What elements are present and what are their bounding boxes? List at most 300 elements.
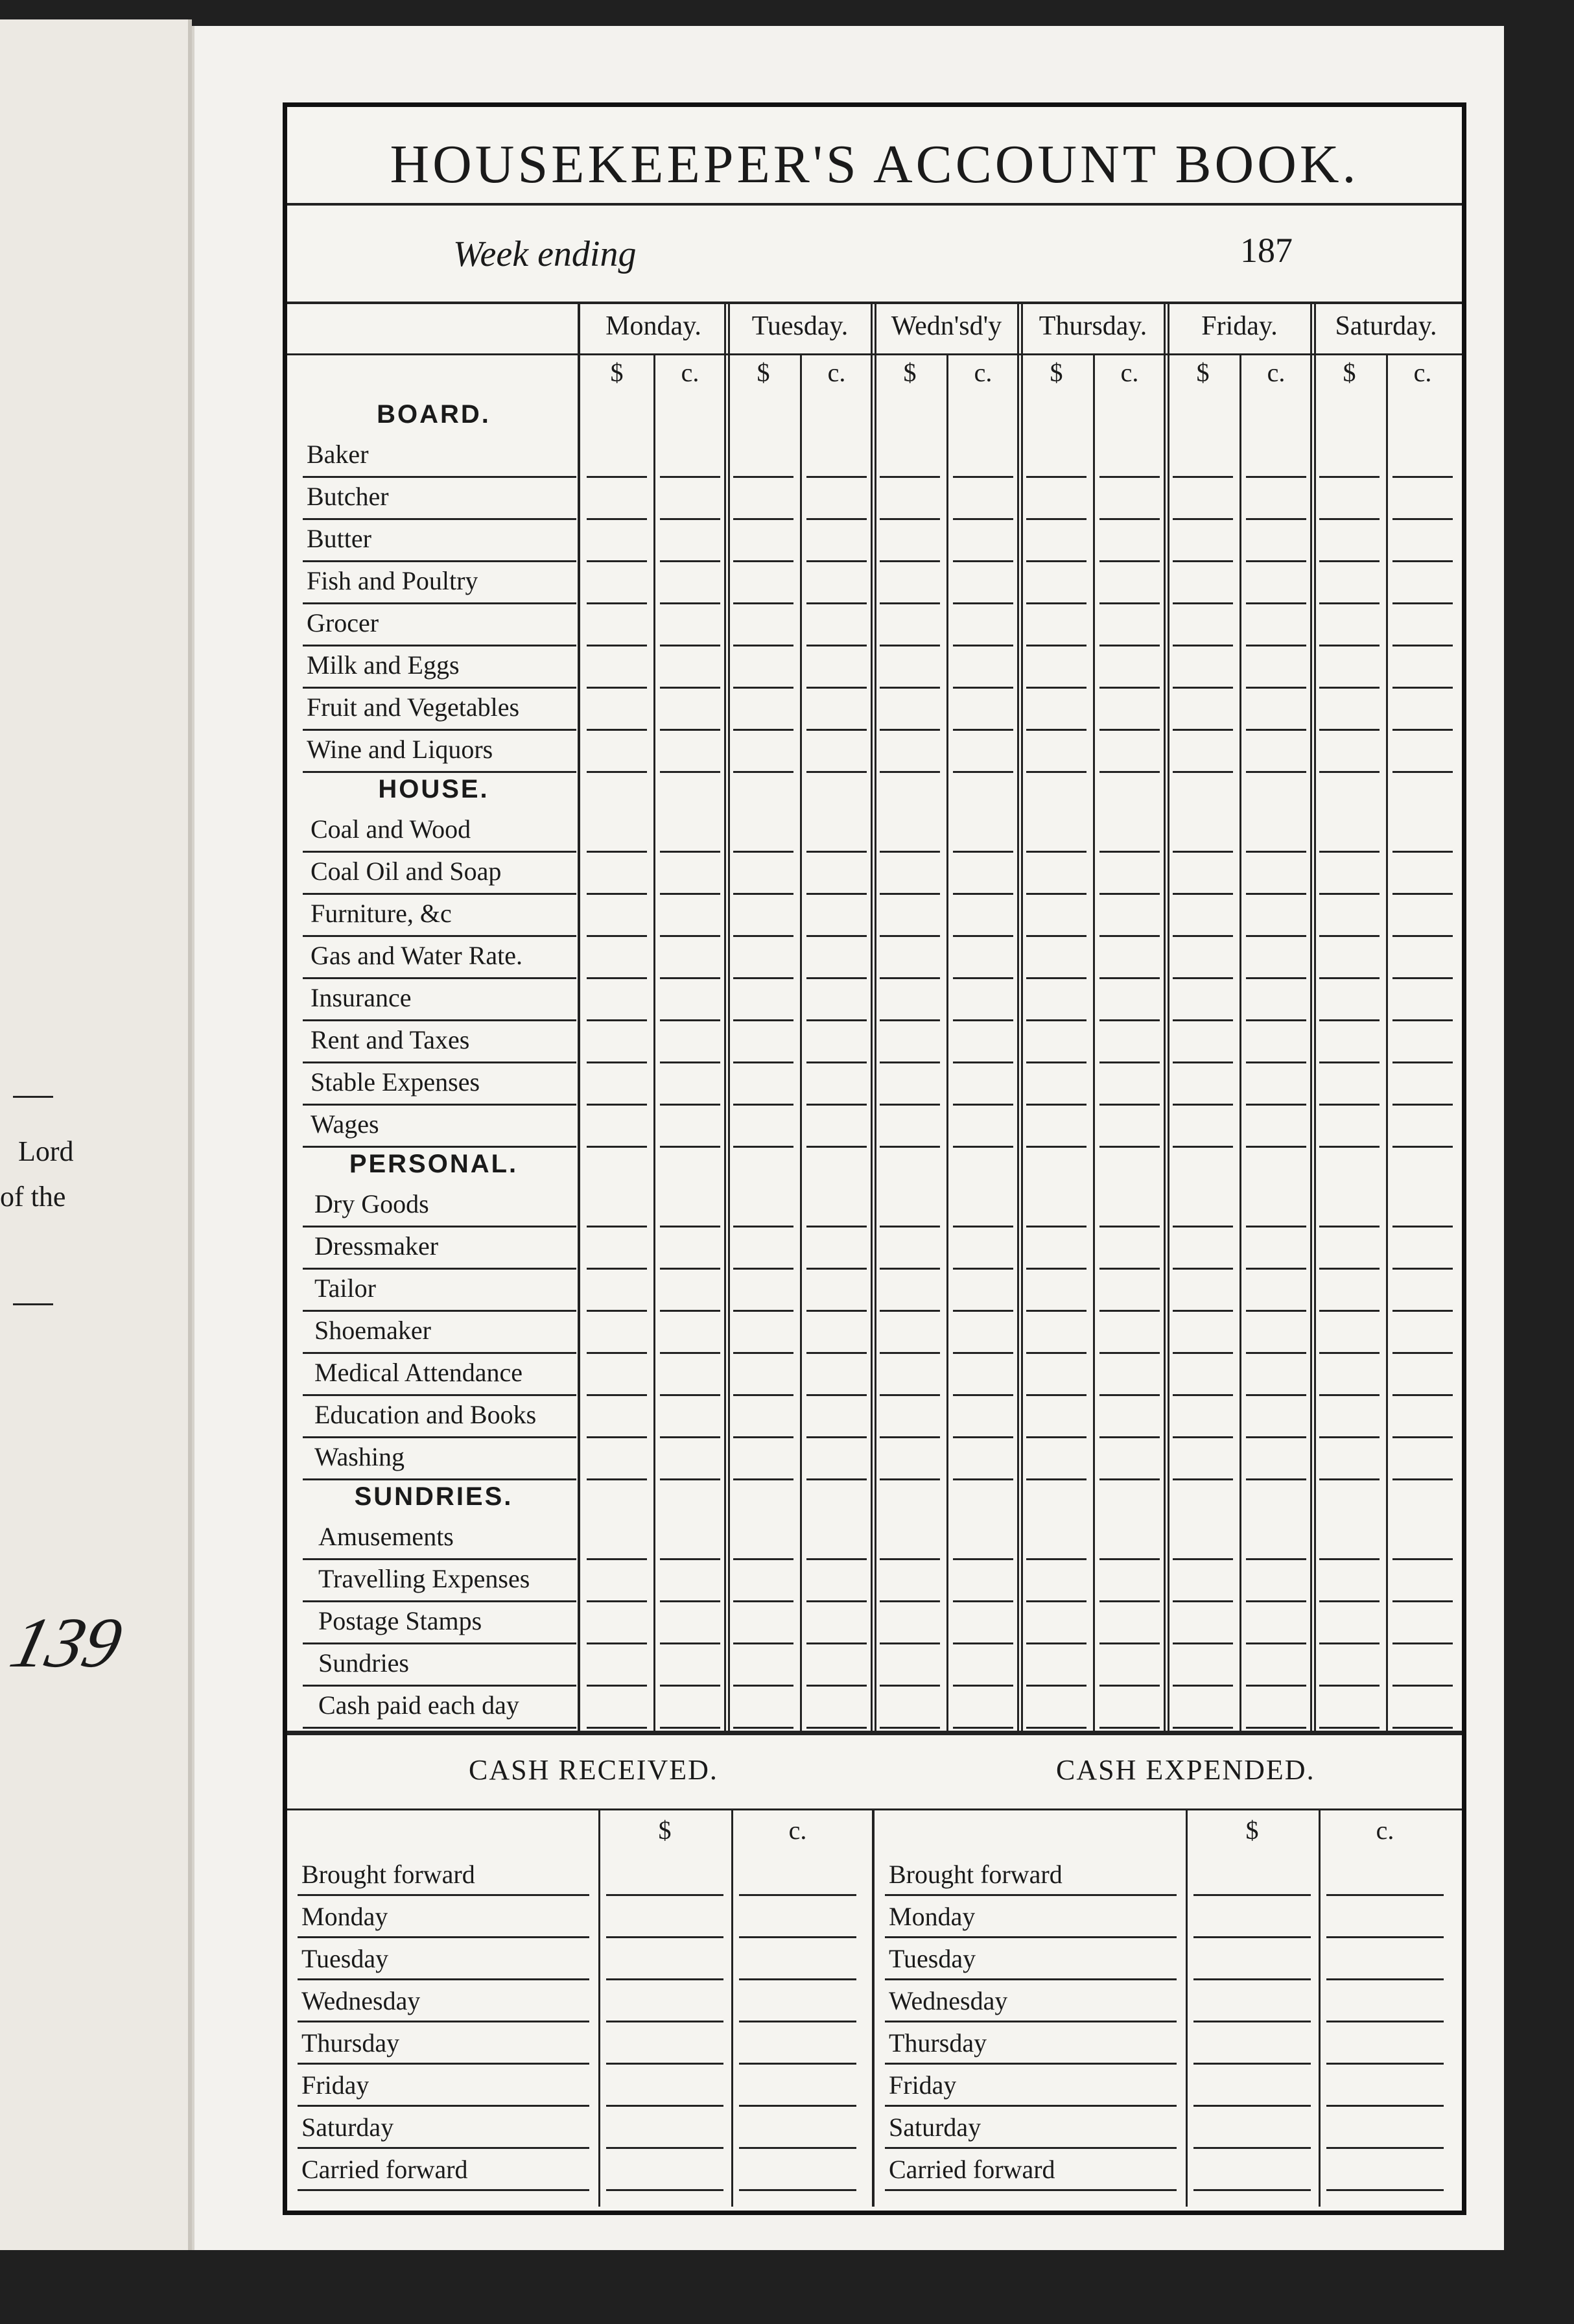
amount-row-rule [733, 1061, 793, 1063]
amount-row-rule [1026, 1226, 1087, 1227]
cents-header: c. [1267, 358, 1286, 387]
label-row-rule [303, 977, 576, 979]
amount-row-rule [1246, 560, 1306, 562]
amount-row-rule [1246, 1727, 1306, 1729]
cash-divider [872, 1808, 875, 2207]
amount-row-rule [587, 1352, 647, 1354]
cash-row-rule [606, 2189, 723, 2191]
amount-row-rule [1319, 729, 1380, 731]
amount-row-rule [1319, 1104, 1380, 1106]
amount-row-rule [806, 729, 867, 731]
cash-row-rule [1326, 2147, 1444, 2149]
amount-row-rule [953, 1558, 1013, 1560]
amount-row-rule [733, 1436, 793, 1438]
amount-row-rule [953, 1268, 1013, 1270]
amount-row-rule [1026, 977, 1087, 979]
amount-row-rule [953, 645, 1013, 646]
cash-row-rule [1326, 1936, 1444, 1938]
cash-row-rule [885, 2189, 1177, 2191]
day-column-rule [1314, 302, 1316, 1731]
amount-row-rule [1246, 1685, 1306, 1687]
cash-row-label: Tuesday [301, 1944, 389, 1973]
handwritten-page-number: 139 [3, 1603, 130, 1682]
label-row-rule [303, 602, 576, 604]
cash-row-rule [1193, 2021, 1311, 2022]
amount-row-rule [1026, 1600, 1087, 1602]
cents-header: c. [1120, 358, 1139, 387]
amount-row-rule [1319, 1478, 1380, 1480]
dollar-header: $ [903, 358, 917, 387]
amount-row-rule [587, 1310, 647, 1312]
amount-row-rule [1392, 893, 1453, 895]
amount-row-rule [880, 771, 940, 773]
expense-item-label: Insurance [311, 983, 412, 1012]
amount-row-rule [1173, 893, 1233, 895]
expense-item-label: Tailor [314, 1274, 376, 1303]
amount-row-rule [587, 476, 647, 478]
amount-row-rule [587, 729, 647, 731]
amount-row-rule [880, 935, 940, 937]
cash-row-label: Friday [889, 2070, 957, 2100]
amount-row-rule [1173, 935, 1233, 937]
amount-row-rule [587, 1104, 647, 1106]
amount-row-rule [953, 1478, 1013, 1480]
cash-row-rule [739, 1978, 856, 1980]
amount-row-rule [1319, 645, 1380, 646]
cash-dollar-header: $ [658, 1816, 672, 1845]
amount-row-rule [880, 1727, 940, 1729]
day-column-rule [1021, 302, 1023, 1731]
day-header-0: Monday. [605, 311, 701, 341]
cash-received-title: CASH RECEIVED. [469, 1754, 718, 1786]
amount-row-rule [1392, 1019, 1453, 1021]
amount-row-rule [1099, 977, 1160, 979]
amount-row-rule [1099, 1558, 1160, 1560]
amount-row-rule [733, 893, 793, 895]
cash-row-rule [298, 2105, 589, 2107]
amount-row-rule [660, 518, 720, 520]
amount-row-rule [1392, 1642, 1453, 1644]
expense-item-label: Fish and Poultry [307, 566, 478, 595]
cash-row-label: Monday [889, 1902, 976, 1931]
amount-row-rule [1026, 1727, 1087, 1729]
expense-item-label: Postage Stamps [318, 1606, 482, 1635]
amount-row-rule [806, 1478, 867, 1480]
amount-row-rule [733, 1394, 793, 1396]
day-column-rule [1164, 302, 1166, 1731]
amount-row-rule [806, 893, 867, 895]
cash-cents-header: c. [788, 1816, 807, 1845]
amount-row-rule [1173, 1478, 1233, 1480]
amount-row-rule [1319, 1310, 1380, 1312]
cents-column-rule [946, 353, 948, 1731]
cash-title-rule [287, 1808, 1462, 1810]
amount-row-rule [660, 602, 720, 604]
amount-row-rule [660, 1352, 720, 1354]
cash-row-label: Carried forward [889, 2155, 1055, 2184]
amount-row-rule [1392, 1310, 1453, 1312]
cash-expended-title: CASH EXPENDED. [1056, 1754, 1315, 1786]
amount-row-rule [880, 1104, 940, 1106]
amount-row-rule [953, 1394, 1013, 1396]
cash-row-rule [1193, 1936, 1311, 1938]
amount-row-rule [953, 518, 1013, 520]
amount-row-rule [880, 518, 940, 520]
amount-row-rule [1173, 645, 1233, 646]
cash-column-rule [1186, 1808, 1188, 2207]
amount-row-rule [1319, 687, 1380, 689]
amount-row-rule [1173, 1558, 1233, 1560]
amount-row-rule [1173, 851, 1233, 853]
amount-row-rule [1246, 476, 1306, 478]
amount-row-rule [1099, 1268, 1160, 1270]
cash-row-rule [1193, 1894, 1311, 1896]
amount-row-rule [880, 1061, 940, 1063]
expense-item-label: Butcher [307, 482, 389, 511]
amount-row-rule [1392, 729, 1453, 731]
amount-row-rule [660, 1642, 720, 1644]
amount-row-rule [1173, 1352, 1233, 1354]
amount-row-rule [1319, 1352, 1380, 1354]
cash-row-rule [739, 2189, 856, 2191]
amount-row-rule [587, 851, 647, 853]
amount-row-rule [587, 771, 647, 773]
amount-row-rule [880, 602, 940, 604]
amount-row-rule [733, 851, 793, 853]
cash-row-label: Wednesday [301, 1986, 421, 2015]
amount-row-rule [1246, 1310, 1306, 1312]
amount-row-rule [660, 1268, 720, 1270]
amount-row-rule [1392, 560, 1453, 562]
expense-item-label: Cash paid each day [318, 1690, 519, 1720]
cash-row-rule [739, 2105, 856, 2107]
amount-row-rule [660, 645, 720, 646]
cash-row-rule [606, 1978, 723, 1980]
left-page [0, 19, 192, 2250]
amount-row-rule [733, 560, 793, 562]
amount-row-rule [1173, 1268, 1233, 1270]
amount-row-rule [587, 1268, 647, 1270]
label-row-rule [303, 1268, 576, 1270]
amount-row-rule [953, 1019, 1013, 1021]
amount-row-rule [733, 518, 793, 520]
amount-row-rule [1099, 560, 1160, 562]
dollar-header: $ [1050, 358, 1063, 387]
cash-row-rule [606, 2105, 723, 2107]
amount-row-rule [1246, 1600, 1306, 1602]
amount-row-rule [1392, 602, 1453, 604]
amount-row-rule [1099, 729, 1160, 731]
cash-row-rule [298, 1936, 589, 1938]
expense-item-label: Wine and Liquors [307, 735, 493, 764]
amount-row-rule [587, 560, 647, 562]
amount-row-rule [880, 893, 940, 895]
amount-row-rule [733, 729, 793, 731]
expense-item-label: Butter [307, 524, 371, 553]
amount-row-rule [733, 1558, 793, 1560]
cash-row-rule [739, 2021, 856, 2022]
amount-row-rule [1026, 1019, 1087, 1021]
amount-row-rule [1026, 729, 1087, 731]
cash-row-rule [885, 1894, 1177, 1896]
amount-row-rule [733, 1727, 793, 1729]
amount-row-rule [953, 602, 1013, 604]
amount-row-rule [1246, 1061, 1306, 1063]
expense-item-label: Milk and Eggs [307, 650, 460, 680]
amount-row-rule [587, 518, 647, 520]
amount-row-rule [806, 1146, 867, 1148]
cash-row-rule [1193, 1978, 1311, 1980]
amount-row-rule [1173, 771, 1233, 773]
amount-row-rule [733, 1146, 793, 1148]
amount-row-rule [1026, 1478, 1087, 1480]
amount-row-rule [1026, 851, 1087, 853]
amount-row-rule [1246, 1104, 1306, 1106]
amount-row-rule [1099, 518, 1160, 520]
day-column-rule [724, 302, 726, 1731]
amount-row-rule [806, 1436, 867, 1438]
amount-row-rule [1246, 1558, 1306, 1560]
amount-row-rule [880, 977, 940, 979]
amount-row-rule [1026, 935, 1087, 937]
amount-row-rule [1099, 1436, 1160, 1438]
amount-row-rule [587, 1642, 647, 1644]
amount-row-rule [880, 1436, 940, 1438]
left-fragment-of-the: of the [0, 1181, 66, 1213]
cash-row-rule [739, 2147, 856, 2149]
category-house: HOUSE. [378, 775, 489, 803]
cash-row-rule [739, 1936, 856, 1938]
amount-row-rule [1246, 935, 1306, 937]
amount-row-rule [1319, 1268, 1380, 1270]
amount-row-rule [880, 1352, 940, 1354]
day-header-4: Friday. [1201, 311, 1278, 341]
amount-row-rule [1392, 1558, 1453, 1560]
amount-row-rule [953, 1436, 1013, 1438]
amount-row-rule [953, 729, 1013, 731]
amount-row-rule [660, 560, 720, 562]
label-row-rule [303, 560, 576, 562]
cash-cents-header: c. [1376, 1816, 1394, 1845]
amount-row-rule [1173, 1685, 1233, 1687]
amount-row-rule [1099, 771, 1160, 773]
cash-dollar-header: $ [1245, 1816, 1259, 1845]
cash-row-rule [885, 1978, 1177, 1980]
cash-row-rule [1326, 1978, 1444, 1980]
amount-row-rule [1319, 518, 1380, 520]
dollar-header: $ [610, 358, 624, 387]
cash-row-rule [298, 2063, 589, 2065]
amount-row-rule [953, 687, 1013, 689]
expense-item-label: Gas and Water Rate. [311, 941, 523, 970]
amount-row-rule [1173, 602, 1233, 604]
amount-row-rule [1319, 1727, 1380, 1729]
form-title: HOUSEKEEPER'S ACCOUNT BOOK. [390, 134, 1359, 195]
amount-row-rule [1392, 1352, 1453, 1354]
cash-row-label: Brought forward [301, 1860, 475, 1889]
day-column-rule [1168, 302, 1169, 1731]
amount-row-rule [953, 1685, 1013, 1687]
amount-row-rule [1246, 729, 1306, 731]
amount-row-rule [1026, 771, 1087, 773]
amount-row-rule [660, 476, 720, 478]
amount-row-rule [806, 1685, 867, 1687]
amount-row-rule [953, 1600, 1013, 1602]
amount-row-rule [880, 1558, 940, 1560]
cash-row-rule [606, 1936, 723, 1938]
amount-row-rule [660, 1558, 720, 1560]
amount-row-rule [1392, 1600, 1453, 1602]
amount-row-rule [1319, 1685, 1380, 1687]
amount-row-rule [660, 1146, 720, 1148]
cents-column-rule [800, 353, 802, 1731]
amount-row-rule [1173, 687, 1233, 689]
amount-row-rule [1392, 1146, 1453, 1148]
amount-row-rule [1392, 518, 1453, 520]
amount-row-rule [1246, 851, 1306, 853]
amount-row-rule [733, 1478, 793, 1480]
amount-row-rule [1099, 935, 1160, 937]
expense-item-label: Stable Expenses [311, 1067, 480, 1097]
amount-row-rule [1246, 771, 1306, 773]
amount-row-rule [1099, 687, 1160, 689]
amount-row-rule [587, 1146, 647, 1148]
day-column-rule [1017, 302, 1019, 1731]
label-row-rule [303, 1146, 576, 1148]
expense-item-label: Grocer [307, 608, 379, 637]
label-row-rule [303, 476, 576, 478]
label-row-rule [303, 1104, 576, 1106]
amount-row-rule [1026, 518, 1087, 520]
expense-item-label: Dressmaker [314, 1231, 439, 1261]
amount-row-rule [880, 1394, 940, 1396]
amount-row-rule [806, 1727, 867, 1729]
expense-item-label: Fruit and Vegetables [307, 693, 520, 722]
account-book-form [283, 102, 1466, 2215]
amount-row-rule [733, 1104, 793, 1106]
amount-row-rule [1392, 476, 1453, 478]
amount-row-rule [1173, 1310, 1233, 1312]
amount-row-rule [660, 771, 720, 773]
amount-row-rule [880, 1310, 940, 1312]
label-row-rule [303, 893, 576, 895]
label-row-rule [303, 1558, 576, 1560]
amount-row-rule [1099, 645, 1160, 646]
cash-row-rule [885, 2021, 1177, 2022]
cash-row-rule [606, 2063, 723, 2065]
amount-row-rule [953, 1104, 1013, 1106]
amount-row-rule [806, 687, 867, 689]
cents-header: c. [974, 358, 993, 387]
amount-row-rule [1246, 1352, 1306, 1354]
amount-row-rule [1319, 1226, 1380, 1227]
amount-row-rule [880, 1268, 940, 1270]
amount-row-rule [660, 729, 720, 731]
cash-row-label: Brought forward [889, 1860, 1063, 1889]
cash-row-label: Monday [301, 1902, 388, 1931]
amount-row-rule [1392, 771, 1453, 773]
amount-row-rule [806, 851, 867, 853]
label-row-rule [303, 851, 576, 853]
grid-bottom-rule [287, 1731, 1462, 1735]
cash-row-rule [298, 2147, 589, 2149]
amount-row-rule [660, 1226, 720, 1227]
label-row-rule [303, 1727, 576, 1729]
amount-row-rule [1026, 1394, 1087, 1396]
amount-row-rule [953, 1310, 1013, 1312]
cash-row-rule [298, 1894, 589, 1896]
amount-row-rule [1026, 1310, 1087, 1312]
cash-row-rule [739, 2063, 856, 2065]
cents-header: c. [827, 358, 846, 387]
amount-row-rule [1026, 645, 1087, 646]
amount-row-rule [1173, 1436, 1233, 1438]
amount-row-rule [660, 1061, 720, 1063]
cash-row-rule [298, 2189, 589, 2191]
amount-row-rule [1392, 1061, 1453, 1063]
cash-row-rule [298, 2021, 589, 2022]
cash-row-rule [298, 1978, 589, 1980]
amount-row-rule [953, 560, 1013, 562]
amount-row-rule [1319, 560, 1380, 562]
amount-row-rule [733, 771, 793, 773]
amount-row-rule [587, 1558, 647, 1560]
cash-row-rule [1193, 2063, 1311, 2065]
amount-row-rule [1392, 645, 1453, 646]
amount-row-rule [1173, 476, 1233, 478]
amount-row-rule [880, 1642, 940, 1644]
label-row-rule [303, 771, 576, 773]
amount-row-rule [1099, 1019, 1160, 1021]
label-row-rule [303, 1061, 576, 1063]
cash-column-rule [598, 1808, 600, 2207]
amount-row-rule [1246, 687, 1306, 689]
day-column-rule [1310, 302, 1312, 1731]
amount-row-rule [1392, 977, 1453, 979]
amount-row-rule [1319, 602, 1380, 604]
cash-row-rule [1326, 2021, 1444, 2022]
cash-column-rule [1319, 1808, 1321, 2207]
amount-row-rule [1246, 1146, 1306, 1148]
expense-item-label: Washing [314, 1442, 405, 1471]
cash-row-rule [1193, 2147, 1311, 2149]
amount-row-rule [1099, 1394, 1160, 1396]
amount-row-rule [1246, 645, 1306, 646]
week-year: 187 [1240, 231, 1293, 270]
amount-row-rule [660, 1394, 720, 1396]
label-row-rule [303, 1226, 576, 1227]
cash-row-label: Saturday [889, 2113, 981, 2142]
cash-row-label: Thursday [889, 2028, 987, 2057]
amount-row-rule [660, 1104, 720, 1106]
amount-row-rule [660, 935, 720, 937]
amount-row-rule [1173, 1104, 1233, 1106]
amount-row-rule [733, 1226, 793, 1227]
category-sundries: SUNDRIES. [354, 1482, 513, 1511]
cash-column-rule [731, 1808, 733, 2207]
expense-item-label: Travelling Expenses [318, 1564, 530, 1593]
amount-row-rule [880, 851, 940, 853]
amount-row-rule [1173, 1600, 1233, 1602]
amount-row-rule [806, 1394, 867, 1396]
amount-row-rule [1173, 518, 1233, 520]
expense-item-label: Amusements [318, 1522, 454, 1551]
amount-row-rule [660, 1727, 720, 1729]
amount-row-rule [880, 560, 940, 562]
amount-row-rule [806, 645, 867, 646]
day-header-5: Saturday. [1335, 311, 1437, 341]
cents-header: c. [681, 358, 699, 387]
